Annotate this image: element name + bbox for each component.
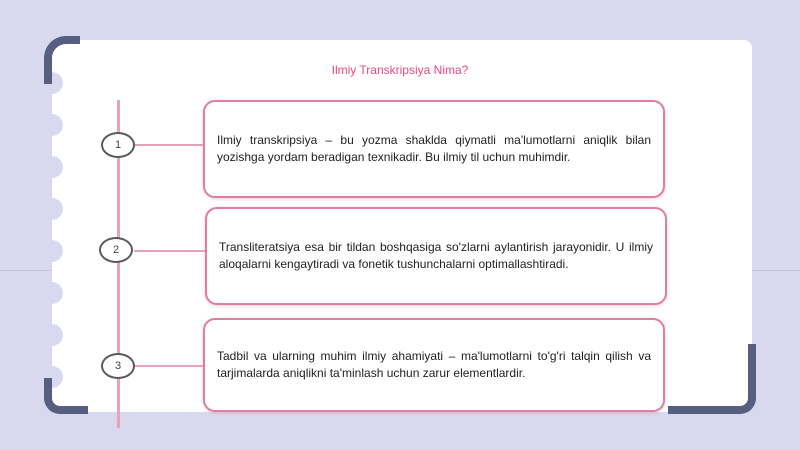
step-number-3: 3 <box>101 353 135 379</box>
step-card-3 <box>203 318 665 412</box>
binder-hole <box>41 156 63 178</box>
binder-hole <box>41 324 63 346</box>
binder-hole <box>41 240 63 262</box>
step-text-1: Ilmiy transkripsiya – bu yozma shaklda qiymatli ma'lumotlarni aniqlik bilan yozishga yordam beradigan texnikadir. Bu ilmiy til uchun muhimdir. <box>217 133 651 164</box>
step-card-2 <box>205 207 667 305</box>
timeline-connector <box>134 365 204 367</box>
page-title: Ilmiy Transkripsiya Nima? <box>331 63 469 77</box>
step-card-1 <box>203 100 665 198</box>
step-text-2: Transliteratsiya esa bir tildan boshqasiga so'zlarni aylantirish jarayonidir. U ilmiy aloqalarni kengaytiradi va fonetik tushunchalarni optimallashtiradi. <box>219 240 653 271</box>
step-number-1: 1 <box>101 132 135 158</box>
binder-hole <box>41 198 63 220</box>
step-text-3: Tadbil va ularning muhim ilmiy ahamiyati – ma'lumotlarni to'g'ri talqin qilish va tarjimalarda aniqlikni ta'minlash uchun zarur elementlardir. <box>217 349 651 380</box>
binder-hole <box>41 114 63 136</box>
timeline-connector <box>134 250 206 252</box>
step-number-2: 2 <box>99 237 133 263</box>
frame-corner-bottom-left <box>44 378 88 414</box>
binder-hole <box>41 282 63 304</box>
timeline-connector <box>134 144 204 146</box>
frame-corner-bottom-right <box>668 344 756 414</box>
